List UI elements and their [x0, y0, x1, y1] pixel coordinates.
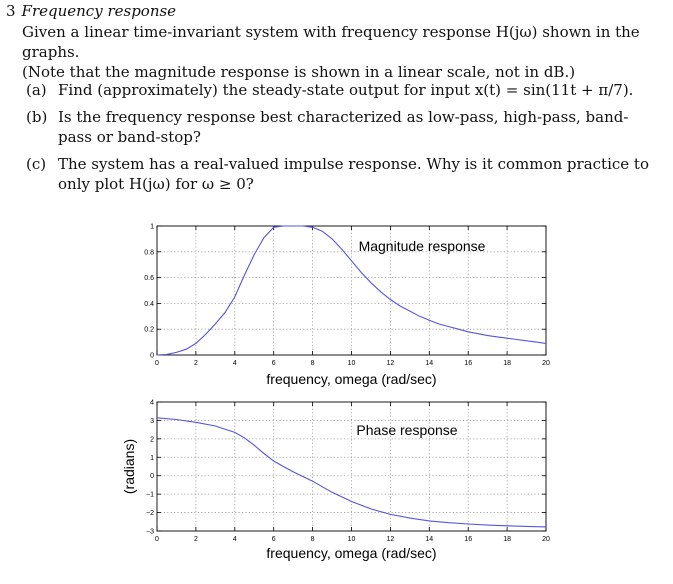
magnitude-ytick-label: 0.6 — [144, 275, 154, 283]
phase-xtick-label: 6 — [271, 536, 276, 543]
phase-ytick-label: −2 — [146, 510, 154, 518]
phase-xtick-label: 8 — [310, 536, 315, 543]
phase-y-axis-label: (radians) — [121, 438, 137, 495]
phase-ytick-label: 4 — [150, 399, 154, 407]
phase-ytick-label: 3 — [150, 417, 154, 425]
phase-xtick-label: 0 — [155, 536, 159, 543]
intro-line-1: Given a linear time-invariant system with frequency response H(jω) shown in the graphs. — [22, 23, 640, 61]
problem-number: 3 — [6, 2, 16, 20]
part-c-label: (c) — [26, 155, 47, 173]
intro-line-2: (Note that the magnitude response is shown in a linear scale, not in dB.) — [22, 63, 576, 81]
magnitude-xtick-label: 20 — [542, 360, 550, 367]
magnitude-xtick-label: 8 — [310, 360, 315, 367]
phase-ytick-label: −3 — [146, 528, 154, 536]
phase-xtick-label: 20 — [542, 536, 550, 543]
magnitude-xtick-label: 6 — [271, 360, 276, 367]
phase-ytick-label: 0 — [150, 473, 154, 481]
magnitude-ytick-label: 0.2 — [144, 326, 154, 334]
phase-chart-title: Phase response — [356, 422, 458, 438]
phase-xtick-label: 14 — [425, 536, 434, 543]
phase-xtick-label: 16 — [464, 536, 473, 543]
phase-series-line — [157, 418, 546, 527]
phase-xtick-label: 18 — [503, 536, 511, 543]
phase-ytick-label: −1 — [146, 491, 154, 499]
magnitude-ytick-label: 0 — [150, 352, 154, 360]
phase-ytick-label: 1 — [150, 454, 154, 462]
magnitude-xtick-label: 12 — [386, 360, 395, 367]
magnitude-xtick-label: 4 — [232, 360, 237, 367]
phase-xtick-label: 4 — [232, 536, 237, 543]
phase-xtick-label: 2 — [193, 536, 198, 543]
magnitude-xtick-label: 18 — [503, 360, 511, 367]
magnitude-xtick-label: 0 — [155, 360, 159, 367]
magnitude-ytick-label: 0.4 — [144, 300, 154, 308]
part-a-label: (a) — [26, 81, 47, 99]
problem-title: Frequency response — [21, 2, 177, 20]
part-b-text: Is the frequency response best characterized as low-pass, high-pass, band-pass or band-stop? — [58, 108, 629, 146]
phase-xtick-label: 12 — [386, 536, 395, 543]
magnitude-xtick-label: 10 — [347, 360, 356, 367]
magnitude-xtick-label: 16 — [464, 360, 473, 367]
part-a-text: Find (approximately) the steady-state output for input x(t) = sin(11t + π/7). — [58, 81, 634, 99]
magnitude-chart-title: Magnitude response — [358, 238, 486, 254]
magnitude-x-axis-label: frequency, omega (rad/sec) — [266, 371, 437, 387]
part-c-text: The system has a real-valued impulse response. Why is it common practice to only plot H(jω) for ω ≥ 0? — [58, 155, 649, 193]
magnitude-xtick-label: 14 — [425, 360, 434, 367]
phase-xtick-label: 10 — [347, 536, 356, 543]
magnitude-ytick-label: 0.8 — [144, 249, 154, 257]
phase-x-axis-label: frequency, omega (rad/sec) — [266, 545, 437, 561]
magnitude-xtick-label: 2 — [193, 360, 198, 367]
magnitude-ytick-label: 1 — [150, 223, 154, 231]
part-b-label: (b) — [26, 108, 48, 126]
phase-ytick-label: 2 — [150, 436, 154, 444]
